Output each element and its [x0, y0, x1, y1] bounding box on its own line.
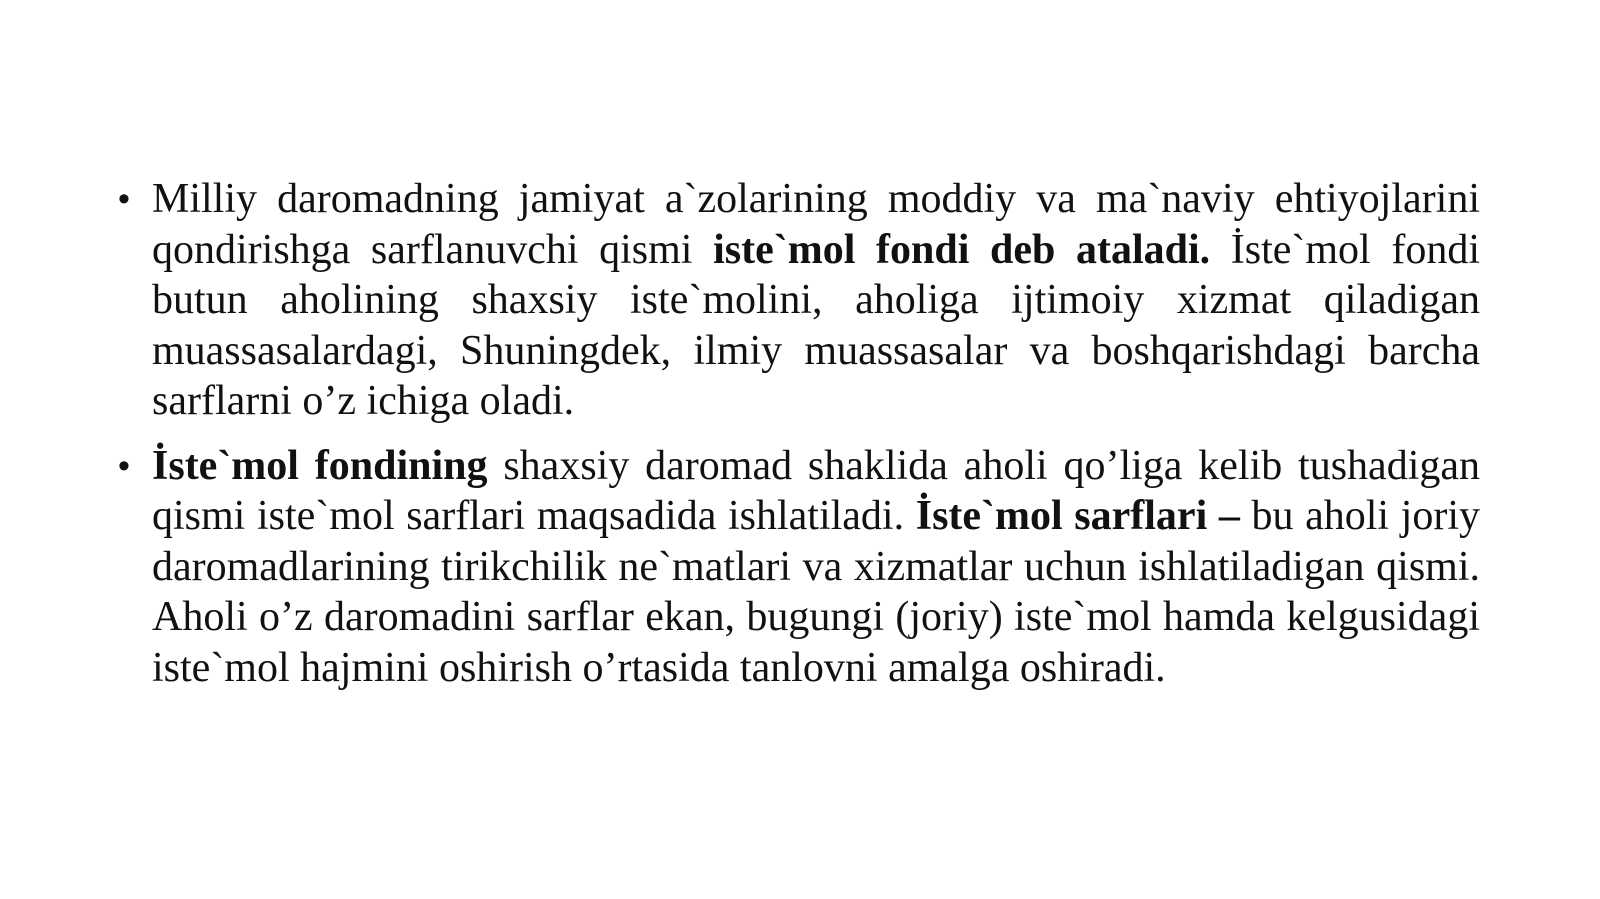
bullet-text-bold-segment: İste`mol sarflari –	[915, 493, 1240, 539]
bullet-item-1	[118, 174, 1480, 427]
bullet-text-segment: shaxsiy daromad shaklida aholi qo’liga kelib tushadigan qismi iste`mol sarflari maqsadida ishlatiladi.	[152, 442, 1480, 539]
bullet-text-segment: Milliy daromadning jamiyat a`zolarining moddiy va ma`naviy ehtiyojlarini qondirishga sarflanuvchi qismi	[152, 176, 1480, 273]
bullet-text-bold-segment: İste`mol fondining	[152, 442, 488, 489]
bullet-text-segment: bu aholi joriy daromadlarining tirikchilik ne`matlari va xizmatlar uchun ishlatiladigan qismi. Aholi o’z daromadini sarflar ekan, bugungi (joriy) iste`mol hamda kelgusidagi iste`mol hajmini oshirish o’rtasida tanlovni amalga oshiradi.	[152, 493, 1480, 691]
bullet-item-2	[118, 441, 1480, 694]
bullet-dot-icon: •	[118, 446, 130, 485]
bullet-list	[118, 174, 1480, 693]
bullet-dot-icon: •	[118, 180, 130, 218]
bullet-text-segment: İste`mol fondi butun aholining shaxsiy iste`molini, aholiga ijtimoiy xizmat qiladigan muassasalardagi, Shuningdek, ilmiy muassasalar va boshqarishdagi barcha sarflarni o’z ichiga oladi.	[152, 226, 1480, 424]
slide-body	[118, 174, 1480, 707]
bullet-text-bold-segment: iste`mol fondi deb ataladi.	[713, 226, 1211, 273]
